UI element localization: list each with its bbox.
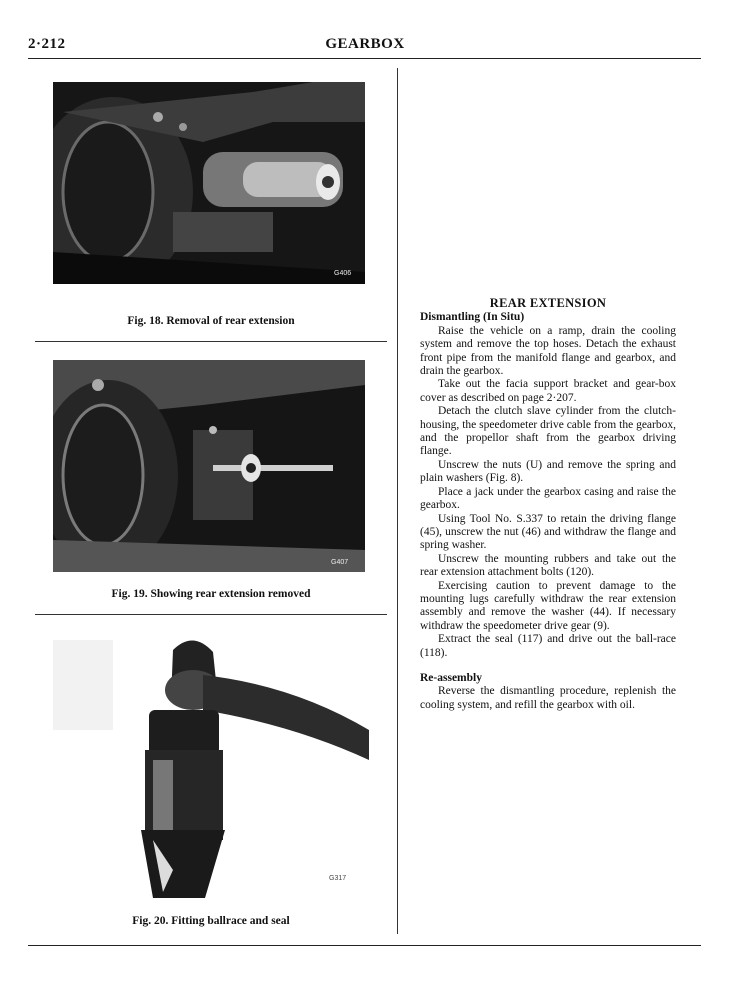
section-heading: Dismantling (In Situ) [420, 311, 525, 324]
figure-divider [35, 614, 387, 615]
section-title: GEARBOX [325, 36, 405, 52]
column-divider [397, 68, 398, 934]
article-title: REAR EXTENSION [489, 296, 607, 310]
paragraph: Reverse the dismantling procedure, replenish the cooling system, and refill the gearbox with oil. [420, 685, 676, 711]
article-body [420, 297, 676, 712]
paragraph: Unscrew the mounting rubbers and take out the rear extension attachment bolts (120). [420, 552, 676, 579]
figure-19-caption: Fig. 19. Showing rear extension removed [111, 588, 311, 600]
figure-18-photo-code: G406 [334, 270, 352, 277]
figure-20-photo-code: G317 [329, 875, 347, 882]
figure-20-photo [53, 630, 369, 898]
section-heading: Re-assembly [420, 671, 482, 684]
paragraph: Detach the clutch slave cylinder from the clutch-housing, the speedometer drive cable from the gearbox, and the propellor shaft from the gearbox driving flange. [420, 405, 676, 458]
paragraph: Take out the facia support bracket and gear-box cover as described on page 2·207. [420, 378, 676, 404]
paragraph: Unscrew the nuts (U) and remove the spring and plain washers (Fig. 8). [420, 458, 676, 485]
page-number: 2·212 [28, 36, 66, 52]
paragraph: Exercising caution to prevent damage to the mounting lugs carefully withdraw the rear extension assembly and remove the washer (44). If necessary withdraw the speedometer drive gear (9). [420, 579, 676, 632]
figure-19-photo-code: G407 [331, 559, 349, 566]
paragraph: Extract the seal (117) and drive out the ball-race (118). [420, 633, 676, 659]
figure-19-photo [53, 360, 365, 572]
figure-18-caption: Fig. 18. Removal of rear extension [127, 315, 295, 327]
paragraph: Using Tool No. S.337 to retain the driving flange (45), unscrew the nut (46) and withdraw the flange and spring washer. [420, 512, 676, 552]
figure-18-photo [53, 82, 365, 284]
paragraph: Raise the vehicle on a ramp, drain the cooling system and remove the top hoses. Detach the exhaust front pipe from the manifold flange and gearbox, and drain the gearbox. [420, 324, 676, 378]
figure-divider [35, 341, 387, 342]
paragraph: Place a jack under the gearbox casing and raise the gearbox. [420, 485, 676, 512]
figure-20-caption: Fig. 20. Fitting ballrace and seal [132, 915, 290, 927]
